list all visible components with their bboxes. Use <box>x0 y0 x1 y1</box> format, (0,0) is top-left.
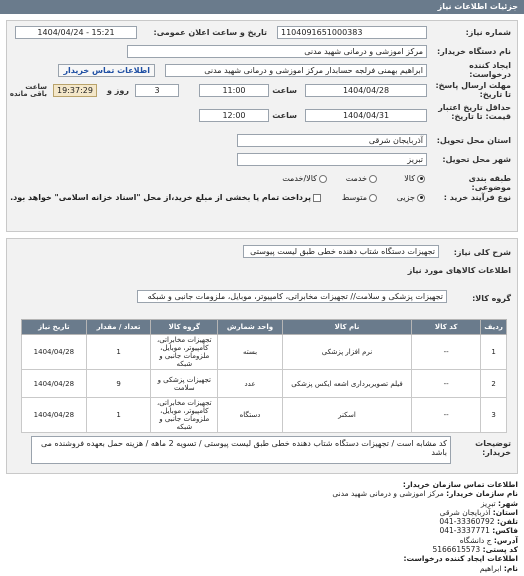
creator-field: ابراهیم بهمنی فرلجه حسابدار مرکز اموزشی و درمانی شهید مدنی <box>165 64 427 77</box>
buyer-field: مرکز اموزشی و درمانی شهید مدنی <box>127 45 427 58</box>
city-field: تبریز <box>237 153 427 166</box>
validity-time-label: ساعت <box>272 111 297 120</box>
remaining-label: ساعت باقی مانده <box>9 83 47 98</box>
goods-group-label: گروه کالا: <box>472 294 511 303</box>
announce-label: تاریخ و ساعت اعلان عمومی: <box>153 28 267 37</box>
goods-group-field: تجهیزات پزشکی و سلامت// تجهیزات مخابراتی، کامپیوتر، موبایل، ملزومات جانبی و شبکه <box>137 290 447 303</box>
col-group: گروه کالا <box>151 320 218 335</box>
cell-date: 1404/04/28 <box>22 398 87 433</box>
creator-label: ایجاد کننده درخواست: <box>469 61 511 79</box>
goods-table <box>21 319 507 433</box>
city-label: شهر محل تحویل: <box>442 155 511 164</box>
cell-name: اسکنر <box>282 398 411 433</box>
checkbox-icon[interactable] <box>313 194 321 202</box>
province-field: آذربایجان شرقی <box>237 134 427 147</box>
cell-index: 3 <box>481 398 507 433</box>
creator-info-title: اطلاعات ایجاد کننده درخواست: <box>403 554 518 564</box>
goods-section-title: اطلاعات کالاهای مورد نیاز <box>407 266 511 275</box>
contact-address: آدرس: ج دانشگاه <box>459 535 518 545</box>
cell-code: -- <box>412 370 481 398</box>
radio-icon[interactable] <box>369 194 377 202</box>
days-label: روز و <box>107 86 129 95</box>
remaining-time: 19:37:29 <box>53 84 97 97</box>
buyer-contact-button[interactable]: اطلاعات تماس خریدار <box>58 64 155 77</box>
need-details-panel <box>6 20 518 232</box>
deadline-label: مهلت ارسال پاسخ: تا تاریخ: <box>435 81 511 99</box>
category-option-goods[interactable]: کالا <box>404 172 425 185</box>
cell-group: تجهیزات مخابراتی، کامپیوتر، موبایل، ملزومات جانبی و شبکه <box>151 398 218 433</box>
cell-date: 1404/04/28 <box>22 370 87 398</box>
cell-group: تجهیزات مخابراتی، کامپیوتر، موبایل، ملزومات جانبی و شبکه <box>151 335 218 370</box>
radio-icon[interactable] <box>417 175 425 183</box>
contact-province: استان: آذربایجان شرقی <box>439 507 518 517</box>
cell-index: 1 <box>481 335 507 370</box>
need-number-field: 1104091651000383 <box>277 26 427 39</box>
buyer-notes-field: کد مشابه است / تجهیزات دستگاه شتاب دهنده خطی طبق لیست پیوستی / تسویه 2 ماهه / هزینه حمل بعهده فروشنده می باشد <box>31 436 451 464</box>
col-date: تاریخ نیاز <box>22 320 87 335</box>
cell-code: -- <box>412 335 481 370</box>
summary-label: شرح کلی نیاز: <box>453 248 511 257</box>
radio-icon[interactable] <box>319 175 327 183</box>
contact-city: شهر: تبریز <box>480 498 518 508</box>
contact-fax: فاکس: 041-3337771 <box>439 526 518 536</box>
deadline-time-field: 11:00 <box>199 84 269 97</box>
cell-qty: 1 <box>86 335 151 370</box>
col-unit: واحد شمارش <box>218 320 283 335</box>
cell-index: 2 <box>481 370 507 398</box>
province-label: استان محل تحویل: <box>436 136 511 145</box>
announce-field: 1404/04/24 - 15:21 <box>15 26 137 39</box>
cell-unit: عدد <box>218 370 283 398</box>
col-name: نام کالا <box>282 320 411 335</box>
treasury-payment-option[interactable]: پرداخت تمام یا بخشی از مبلغ خرید،از محل "اسناد خزانه اسلامی" خواهد بود. <box>10 191 321 204</box>
category-label: طبقه بندی موضوعی: <box>468 174 511 192</box>
contact-org: نام سازمان خریدار: مرکز اموزشی و درمانی شهید مدنی <box>332 489 518 499</box>
table-row[interactable] <box>22 370 507 398</box>
cell-date: 1404/04/28 <box>22 335 87 370</box>
table-header-row <box>22 320 507 335</box>
table-row[interactable] <box>22 398 507 433</box>
validity-date-field: 1404/04/31 <box>305 109 427 122</box>
page-header: جزئیات اطلاعات نیاز <box>0 0 524 14</box>
cell-qty: 9 <box>86 370 151 398</box>
validity-time-field: 12:00 <box>199 109 269 122</box>
cell-unit: دستگاه <box>218 398 283 433</box>
radio-icon[interactable] <box>417 194 425 202</box>
col-qty: تعداد / مقدار <box>86 320 151 335</box>
cell-group: تجهیزات پزشکی و سلامت <box>151 370 218 398</box>
col-code: کد کالا <box>412 320 481 335</box>
validity-label: حداقل تاریخ اعتبار قیمت: تا تاریخ: <box>438 103 511 121</box>
contact-title: اطلاعات تماس سازمان خریدار: <box>402 480 518 489</box>
cell-name: فیلم تصویربرداری اشعه ایکس پزشکی <box>282 370 411 398</box>
radio-icon[interactable] <box>369 175 377 183</box>
contact-phone: تلفن: 041-33360792 <box>439 517 518 527</box>
deadline-date-field: 1404/04/28 <box>305 84 427 97</box>
need-number-label: شماره نیاز: <box>465 28 511 37</box>
col-index: ردیف <box>481 320 507 335</box>
contact-postal: کد پستی: 5166615573 <box>432 545 518 555</box>
buyer-label: نام دستگاه خریدار: <box>437 47 511 56</box>
process-option-minor[interactable]: جزیی <box>397 191 425 204</box>
cell-unit: بسته <box>218 335 283 370</box>
creator-name: نام: ابراهیم <box>479 563 518 573</box>
process-label: نوع فرآیند خرید : <box>443 193 511 202</box>
cell-name: نرم افزار پزشکی <box>282 335 411 370</box>
category-option-service[interactable]: خدمت <box>346 172 377 185</box>
buyer-notes-label: توضیحات خریدار: <box>475 439 511 457</box>
category-option-both[interactable]: کالا/خدمت <box>282 172 327 185</box>
cell-code: -- <box>412 398 481 433</box>
process-option-medium[interactable]: متوسط <box>342 191 377 204</box>
deadline-time-label: ساعت <box>272 86 297 95</box>
goods-panel <box>6 238 518 474</box>
cell-qty: 1 <box>86 398 151 433</box>
summary-field: تجهیزات دستگاه شتاب دهنده خطی طبق لیست پیوستی <box>243 245 439 258</box>
buyer-contact-info <box>8 480 518 573</box>
days-field: 3 <box>135 84 179 97</box>
table-row[interactable] <box>22 335 507 370</box>
